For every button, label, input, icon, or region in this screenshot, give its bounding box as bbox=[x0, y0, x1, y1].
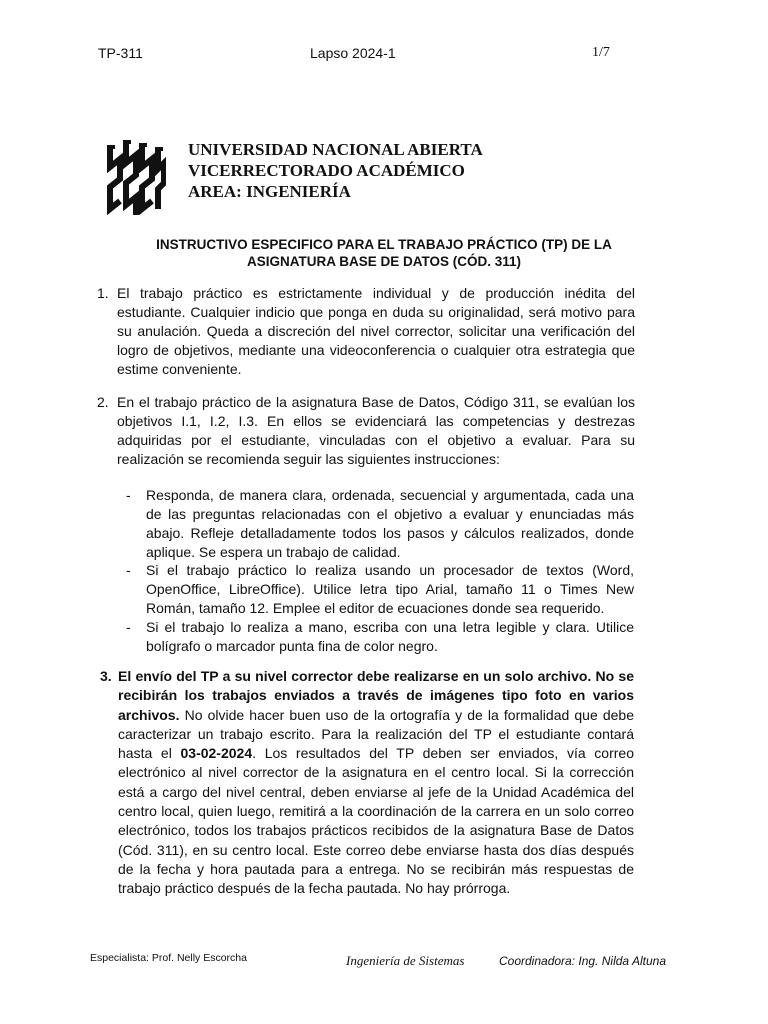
item-text bbox=[118, 667, 634, 899]
header-page-number: 1/7 bbox=[592, 45, 610, 60]
item-number: 3. bbox=[100, 668, 112, 684]
document-title-line-2: ASIGNATURA BASE DE DATOS (CÓD. 311) bbox=[246, 254, 522, 269]
instruction-item-2 bbox=[97, 393, 635, 469]
item-text-part-a: No olvide hacer buen uso de la ortografía y de la formalidad que debe caracterizar un trabajo escrito. Para la realización del TP el estudiante contará hasta el bbox=[118, 706, 634, 762]
instruction-item-1 bbox=[97, 284, 635, 379]
instruction-bullet bbox=[126, 618, 634, 656]
footer-career: Ingeniería de Sistemas bbox=[346, 953, 465, 968]
header-lapso: Lapso 2024-1 bbox=[310, 45, 396, 61]
bullet-text: Si el trabajo práctico lo realiza usando un procesador de textos (Word, OpenOffice, LibreOffice). Utilice letra tipo Arial, tamaño 11 o Times New Román, tamaño 12. Emplee el editor de ecuaciones donde sea requerido. bbox=[146, 562, 634, 616]
institution-area: AREA: INGENIERÍA bbox=[188, 182, 351, 201]
item-text: El trabajo práctico es estrictamente individual y de producción inédita del estudiante. Cualquier indicio que ponga en duda su originalidad, será motivo para su anulación. Queda a discreción del nivel corrector, solicitar una verificación del logro de objetivos, mediante una videoconferencia o cualquier otra estrategia que estime conveniente. bbox=[117, 285, 635, 377]
document-title bbox=[90, 236, 678, 270]
institution-block bbox=[188, 139, 483, 202]
item-text-part-b: . Los resultados del TP deben ser enviados, vía correo electrónico al nivel corrector de la asignatura en el centro local. Si la corrección está a cargo del nivel central, deben enviarse al jefe de la Unidad Académica del centro local, quien luego, remitirá a la coordinación de la carrera en un solo correo electrónico, todos los trabajos prácticos recibidos de la asignatura Base de Datos (Cód. 311), en su centro local. Este correo debe enviarse hasta dos días después de la fecha y hora pautada para a entrega. No se recibirán más respuestas de trabajo práctico después de la fecha pautada. No hay prórroga. bbox=[118, 745, 634, 897]
item-text: En el trabajo práctico de la asignatura Base de Datos, Código 311, se evalúan los objetivos I.1, I.2, I.3. En ellos se evidenciará las competencias y destrezas adquiridas por el estudiante, vinculadas con el objetivo a evaluar. Para su realización se recomienda seguir las siguientes instrucciones: bbox=[117, 394, 635, 467]
bullet-text: Si el trabajo lo realiza a mano, escriba con una letra legible y clara. Utilice bolígrafo o marcador punta fina de color negro. bbox=[146, 619, 634, 654]
bullet-dash: - bbox=[126, 619, 131, 635]
document-title-line-1: INSTRUCTIVO ESPECIFICO PARA EL TRABAJO PRÁCTICO (TP) DE LA bbox=[156, 237, 612, 252]
item-number: 2. bbox=[97, 394, 109, 410]
bullet-text: Responda, de manera clara, ordenada, secuencial y argumentada, cada una de las preguntas relacionadas con el objetivo a evaluar y enunciadas más abajo. Refleje detalladamente todos los pasos y cálculos realizados, donde aplique. Se espera un trabajo de calidad. bbox=[146, 487, 634, 560]
bullet-dash: - bbox=[126, 487, 131, 503]
bullet-dash: - bbox=[126, 562, 131, 578]
header-code: TP-311 bbox=[98, 45, 143, 61]
instruction-bullet bbox=[126, 561, 634, 618]
item-number: 1. bbox=[97, 285, 109, 301]
instruction-item-3 bbox=[100, 667, 634, 899]
footer-specialist: Especialista: Prof. Nelly Escorcha bbox=[90, 952, 247, 964]
deadline-date: 03-02-2024 bbox=[180, 745, 253, 762]
instruction-bullet bbox=[126, 486, 634, 562]
university-logo bbox=[106, 139, 166, 217]
institution-name: UNIVERSIDAD NACIONAL ABIERTA bbox=[188, 140, 483, 159]
footer-coordinator: Coordinadora: Ing. Nilda Altuna bbox=[499, 954, 666, 968]
institution-vicerrectorado: VICERRECTORADO ACADÉMICO bbox=[188, 161, 465, 180]
item-bold-lead: El envío del TP a su nivel corrector debe realizarse en un solo archivo. No se recibirán los trabajos enviados a través de imágenes tipo foto en varios archivos. bbox=[118, 668, 634, 723]
